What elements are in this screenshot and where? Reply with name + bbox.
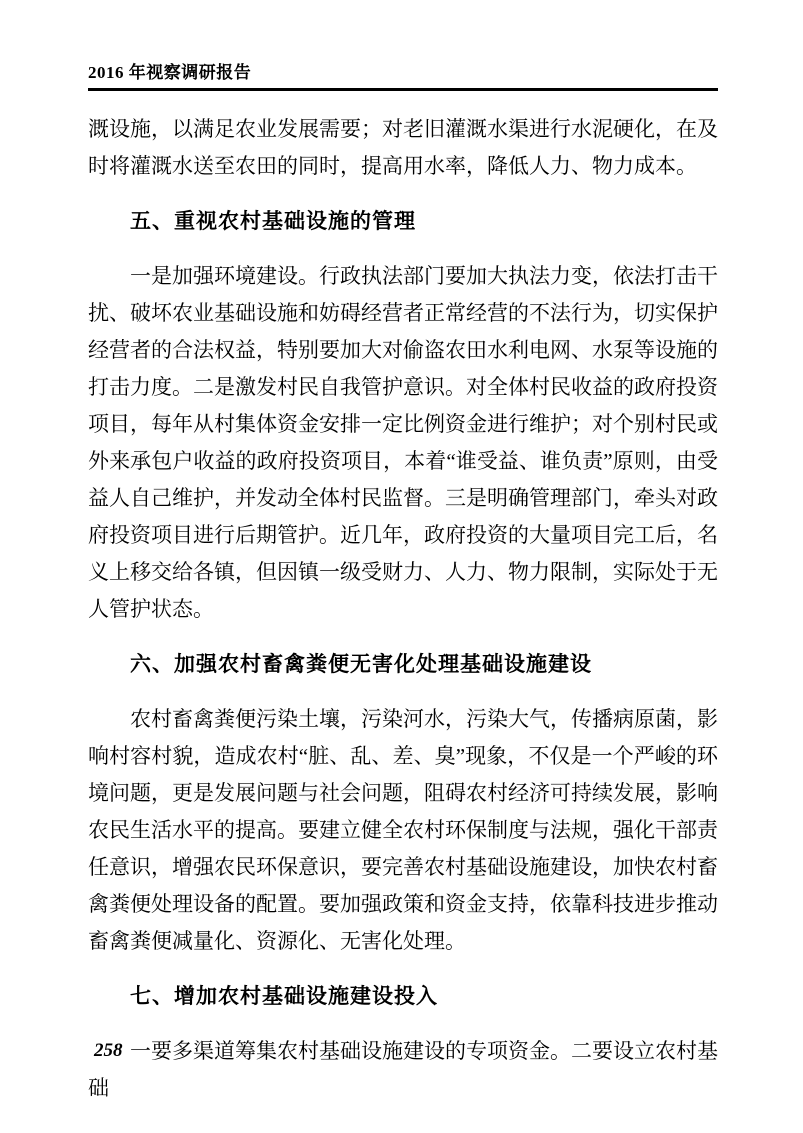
running-header-title: 2016 年视察调研报告 xyxy=(88,63,252,82)
page-header xyxy=(88,62,718,91)
paragraph-irrigation-continued: 溉设施，以满足农业发展需要；对老旧灌溉水渠进行水泥硬化，在及时将灌溉水送至农田的同时，提高用水率，降低人力、物力成本。 xyxy=(88,117,718,178)
page-number: 258 xyxy=(94,1040,123,1061)
content-area xyxy=(88,62,718,1107)
heading-section-7: 七、增加农村基础设施建设投入 xyxy=(130,985,438,1008)
header-rule xyxy=(88,88,718,91)
heading-section-5: 五、重视农村基础设施的管理 xyxy=(130,210,416,233)
paragraph-section-7: 一要多渠道筹集农村基础设施建设的专项资金。二要设立农村基础 xyxy=(88,1039,718,1100)
heading-section-6: 六、加强农村畜禽粪便无害化处理基础设施建设 xyxy=(130,653,592,676)
paragraph-section-6: 农村畜禽粪便污染土壤，污染河水，污染大气，传播病原菌，影响村容村貌，造成农村“脏、乱、差、臭”现象，不仅是一个严峻的环境问题，更是发展问题与社会问题，阻碍农村经济可持续发展，影响农民生活水平的提高。要建立健全农村环保制度与法规，强化干部责任意识，增强农民环保意识，要完善农村基础设施建设，加快农村畜禽粪便处理设备的配置。要加强政策和资金支持，依靠科技进步推动畜禽粪便减量化、资源化、无害化处理。 xyxy=(88,707,718,953)
paragraph-section-5: 一是加强环境建设。行政执法部门要加大执法力变，依法打击干扰、破坏农业基础设施和妨碍经营者正常经营的不法行为，切实保护经营者的合法权益，特别要加大对偷盗农田水利电网、水泵等设施的打击力度。二是激发村民自我管护意识。对全体村民收益的政府投资项目，每年从村集体资金安排一定比例资金进行维护；对个别村民或外来承包户收益的政府投资项目，本着“谁受益、谁负责”原则，由受益人自己维护，并发动全体村民监督。三是明确管理部门，牵头对政府投资项目进行后期管护。近几年，政府投资的大量项目完工后，名义上移交给各镇，但因镇一级受财力、人力、物力限制，实际处于无人管护状态。 xyxy=(88,264,718,621)
document-body xyxy=(88,111,718,1107)
